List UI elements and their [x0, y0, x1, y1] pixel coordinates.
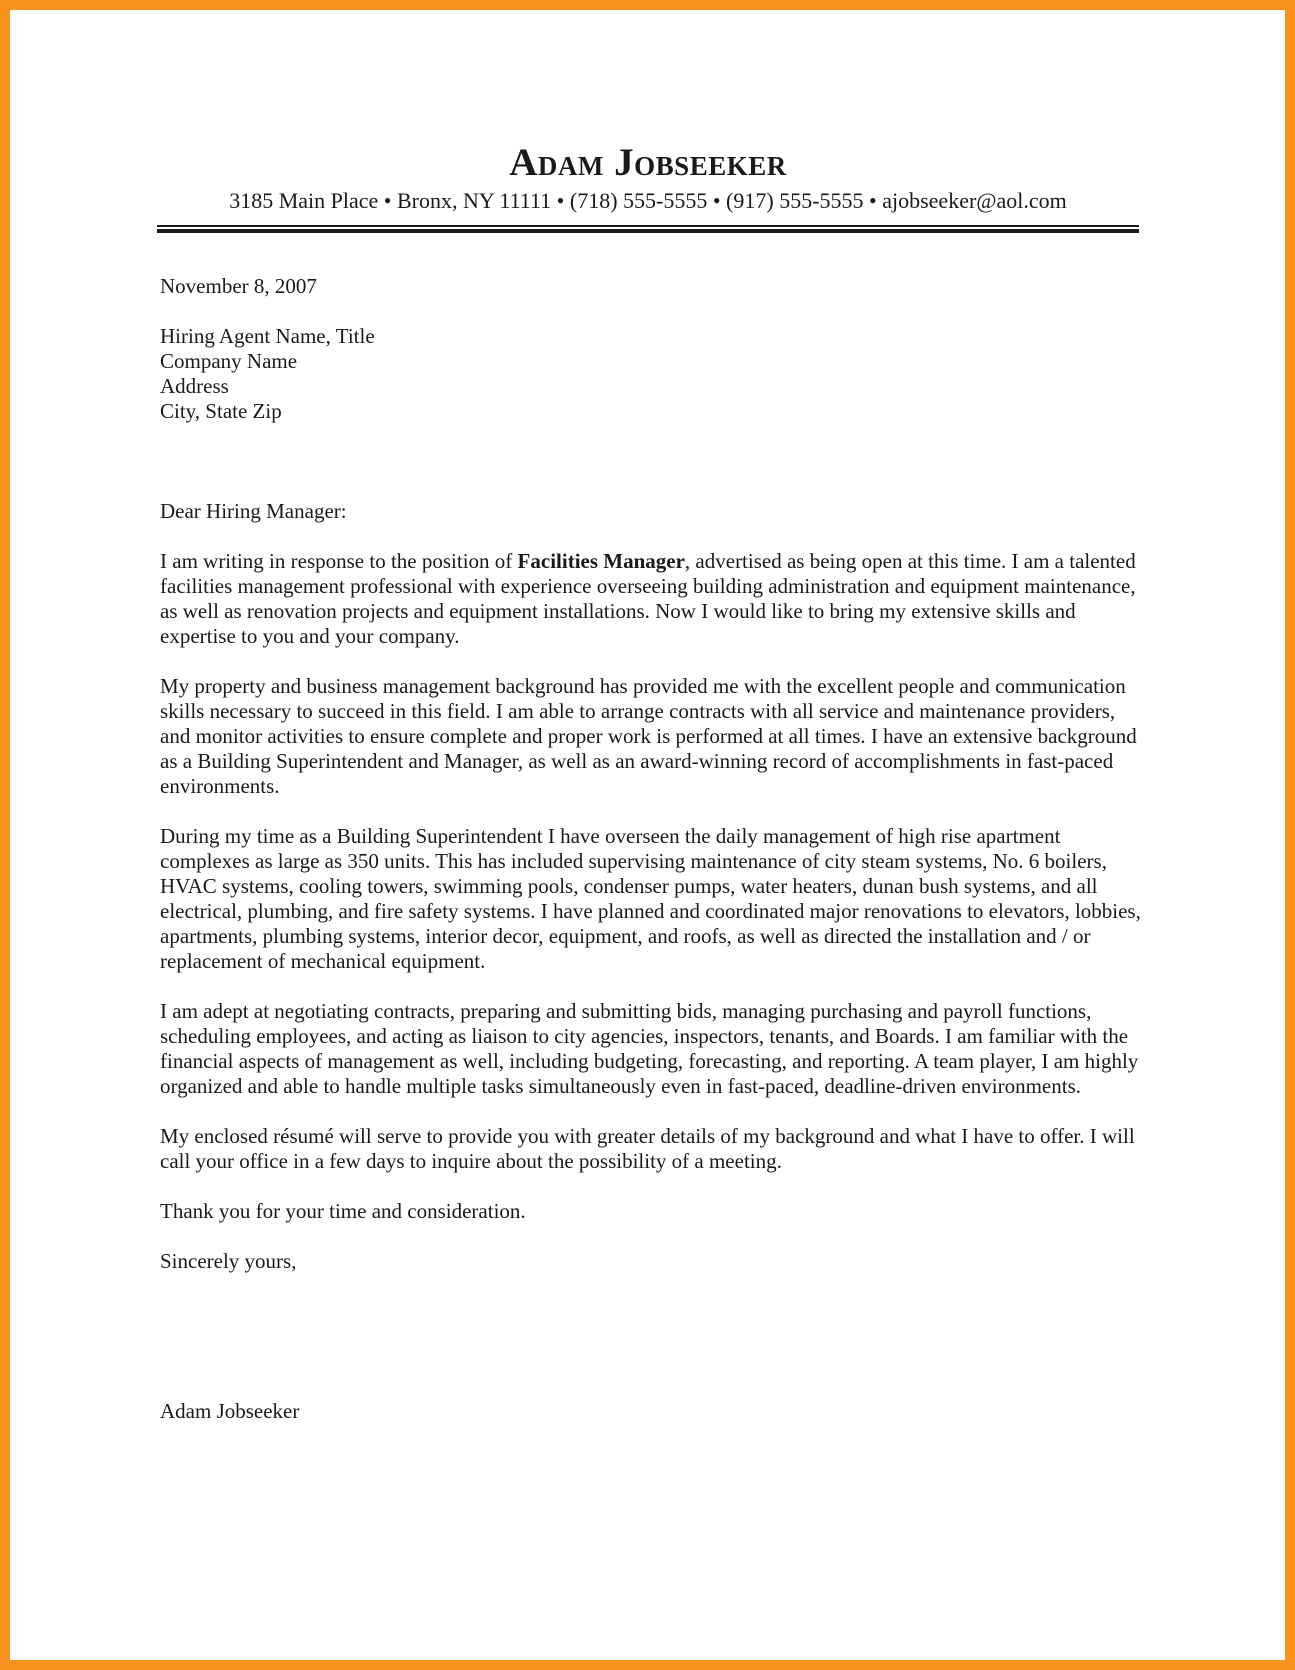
recipient-line: Address	[160, 374, 229, 398]
paragraph-1	[160, 549, 1142, 649]
sender-name: Adam Jobseeker	[509, 141, 787, 184]
letterhead	[157, 140, 1139, 233]
sender-contact-line: 3185 Main Place • Bronx, NY 11111 • (718) 555-5555 • (917) 555-5555 • ajobseeker@aol.com	[229, 188, 1067, 213]
position-title: Facilities Manager	[517, 549, 685, 573]
paragraph-5: My enclosed résumé will serve to provide you with greater details of my background and what I have to offer. I will call your office in a few days to inquire about the possibility of a meeting.	[160, 1124, 1135, 1173]
thanks-line: Thank you for your time and consideration.	[160, 1199, 526, 1223]
closing: Sincerely yours,	[160, 1249, 297, 1273]
signature-name: Adam Jobseeker	[160, 1399, 300, 1423]
recipient-address	[160, 324, 1142, 424]
letter-body	[160, 274, 1142, 1424]
header-rule-thick	[157, 229, 1139, 233]
paragraph-1-lead: I am writing in response to the position of	[160, 549, 518, 573]
paragraph-2: My property and business management background has provided me with the excellent people and communication skills necessary to succeed in this field. I am able to arrange contracts with all service and maintenance providers, and monitor activities to ensure complete and proper work is performed at all times. I have an extensive background as a Building Superintendent and Manager, as well as an award-winning record of accomplishments in fast-paced environments.	[160, 674, 1137, 798]
letter-date: November 8, 2007	[160, 274, 317, 298]
salutation: Dear Hiring Manager:	[160, 499, 347, 523]
paragraph-1-rest: , advertised as being open at this time. I am a talented facilities management professional with experience overseeing building administration and equipment maintenance, as well as renovation projects and equipment installations. Now I would like to bring my extensive skills and expertise to you and your company.	[160, 549, 1136, 648]
recipient-line: Company Name	[160, 349, 298, 373]
recipient-line: Hiring Agent Name, Title	[160, 324, 375, 348]
recipient-line: City, State Zip	[160, 399, 282, 423]
paragraph-4: I am adept at negotiating contracts, preparing and submitting bids, managing purchasing and payroll functions, scheduling employees, and acting as liaison to city agencies, inspectors, tenants, and Boards. I am familiar with the financial aspects of management as well, including budgeting, forecasting, and reporting. A team player, I am highly organized and able to handle multiple tasks simultaneously even in fast-paced, deadline-driven environments.	[160, 999, 1139, 1098]
paragraph-3: During my time as a Building Superintendent I have overseen the daily management of high rise apartment complexes as large as 350 units. This has included supervising maintenance of city steam systems, No. 6 boilers, HVAC systems, cooling towers, swimming pools, condenser pumps, water heaters, dunan bush systems, and all electrical, plumbing, and fire safety systems. I have planned and coordinated major renovations to elevators, lobbies, apartments, plumbing systems, interior decor, equipment, and roofs, as well as directed the installation and / or replacement of mechanical equipment.	[160, 824, 1141, 973]
header-rule-thin	[157, 225, 1139, 227]
